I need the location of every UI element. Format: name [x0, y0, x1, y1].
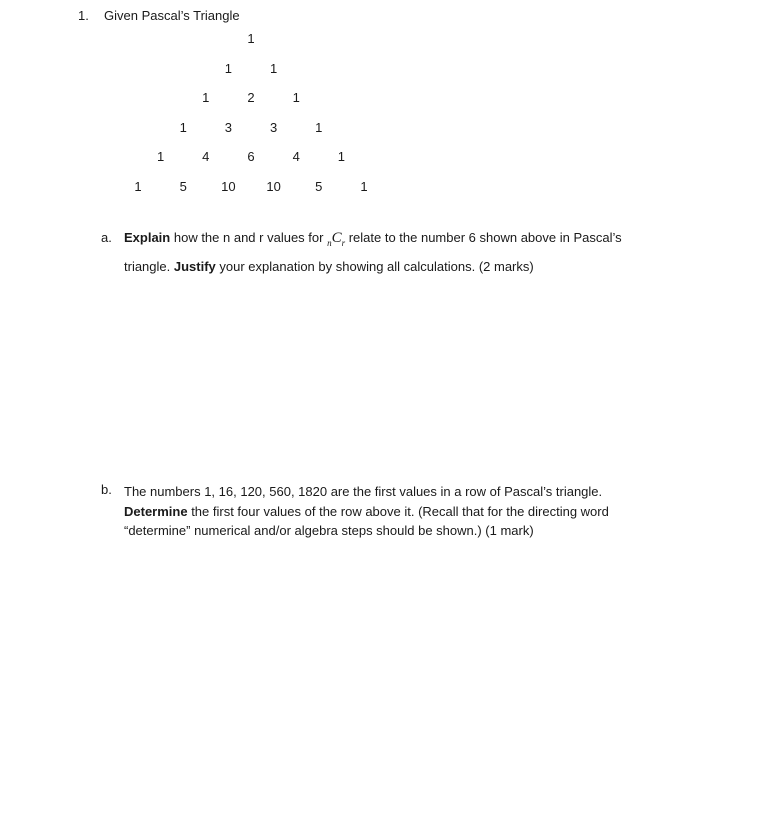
triangle-number: 1: [269, 60, 278, 76]
triangle-number: 1: [247, 31, 255, 46]
part-a-directive-explain: Explain: [124, 230, 171, 245]
triangle-number: 1: [315, 119, 323, 135]
part-a-text-2: relate to the number 6 shown above in Pascal’s triangle.: [124, 230, 622, 274]
triangle-number: 10: [221, 179, 236, 194]
triangle-number: 2: [247, 90, 255, 106]
triangle-number: 1: [179, 119, 187, 135]
triangle-number: 1: [224, 60, 233, 76]
part-a-label: a.: [101, 230, 112, 245]
part-b-text-2: the first four values of the row above it. (Recall that for the directing word “determine” numerical and/or algebra steps should be shown.) (1 mark): [124, 503, 609, 538]
triangle-number: 5: [179, 179, 187, 194]
triangle-number: 4: [292, 149, 300, 165]
question-number: 1.: [78, 8, 89, 23]
triangle-number: 4: [202, 149, 210, 165]
ncr-r: r: [341, 238, 346, 248]
question-title: Given Pascal’s Triangle: [104, 8, 240, 23]
ncr-n: n: [327, 238, 332, 248]
part-a-text-1: how the n and r values for: [170, 230, 328, 245]
part-b-directive-determine: Determine: [124, 503, 188, 519]
triangle-number: 1: [360, 179, 368, 194]
part-b-text: [124, 482, 649, 541]
triangle-number: 1: [202, 90, 210, 106]
part-b-label: b.: [101, 482, 112, 497]
triangle-number: 1: [134, 179, 142, 194]
triangle-number: 10: [266, 179, 281, 194]
triangle-number: 5: [315, 179, 323, 194]
ncr-notation: [327, 230, 345, 246]
triangle-number: 3: [224, 119, 233, 135]
part-a-text-3: your explanation by showing all calculations. (2 marks): [215, 259, 534, 274]
triangle-number: 6: [247, 149, 255, 165]
triangle-number: 1: [337, 149, 346, 165]
ncr-c: C: [331, 230, 342, 246]
part-a-directive-justify: Justify: [173, 259, 216, 274]
triangle-number: 3: [269, 119, 278, 135]
triangle-number: 1: [156, 149, 165, 165]
triangle-number: 1: [292, 90, 300, 106]
part-b-text-1: The numbers 1, 16, 120, 560, 1820 are the first values in a row of Pascal’s triangle.: [124, 484, 603, 499]
part-a-text: [124, 226, 649, 279]
